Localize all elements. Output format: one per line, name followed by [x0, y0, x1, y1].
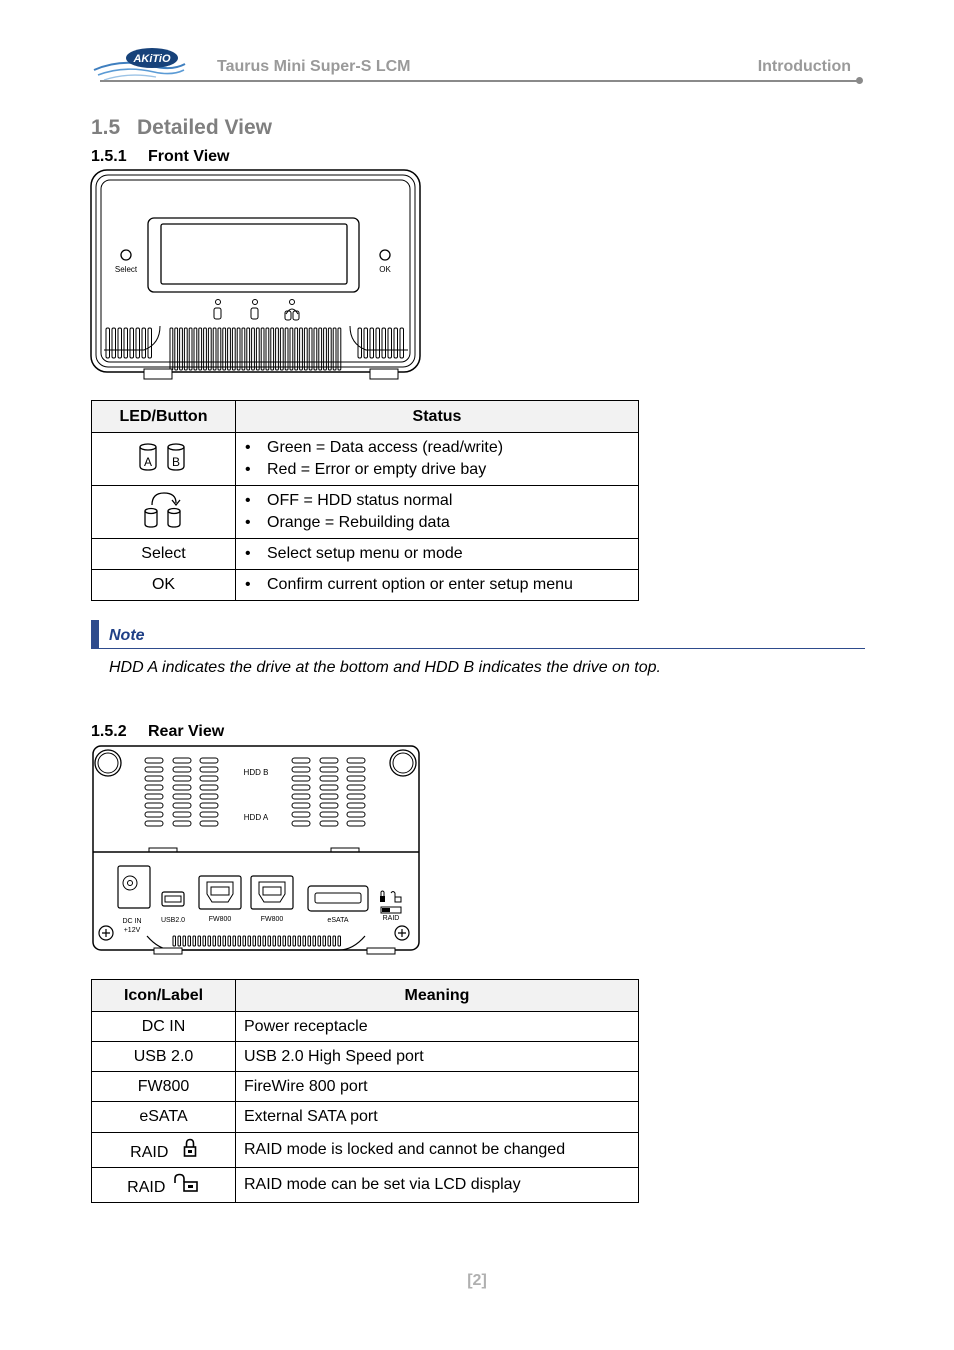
- section-heading: [91, 116, 272, 140]
- list-item: • Confirm current option or enter setup menu: [267, 574, 637, 596]
- raid-label: RAID: [127, 1179, 166, 1196]
- list-item: • Green = Data access (read/write): [267, 437, 637, 459]
- header-rule-dot: [856, 77, 863, 84]
- rear-view-heading: [91, 723, 224, 741]
- table-cell: [92, 1168, 236, 1203]
- svg-text:A: A: [143, 454, 152, 469]
- front-view-title: Front View: [148, 148, 230, 165]
- svg-text:HDD B: HDD B: [243, 768, 269, 777]
- svg-text:FW800: FW800: [208, 916, 232, 923]
- table-row: [92, 1072, 639, 1102]
- svg-text:DC IN: DC IN: [122, 918, 142, 925]
- column-header: Icon/Label: [92, 980, 236, 1012]
- table-row: [92, 433, 639, 486]
- rear-view-number: 1.5.2: [91, 723, 127, 740]
- svg-text:Select: Select: [114, 265, 138, 274]
- raid-label: RAID: [130, 1144, 169, 1161]
- table-row: [92, 1168, 639, 1203]
- list-item: • Orange = Rebuilding data: [267, 512, 637, 534]
- lock-closed-icon: [183, 1138, 197, 1158]
- rear-view-title: Rear View: [148, 723, 225, 740]
- table-cell: Power receptacle: [236, 1012, 639, 1042]
- hdd-a-b-icon: [138, 442, 190, 472]
- table-cell: [92, 1133, 236, 1168]
- table-cell: DC IN: [92, 1012, 236, 1042]
- table-cell: USB 2.0: [92, 1042, 236, 1072]
- svg-text:B: B: [171, 454, 180, 469]
- table-row: [92, 1042, 639, 1072]
- svg-text:USB2.0: USB2.0: [160, 917, 186, 924]
- front-view-number: 1.5.1: [91, 148, 127, 165]
- table-cell: OK: [92, 570, 236, 601]
- rebuild-icon: [140, 491, 188, 529]
- section-title: Detailed View: [137, 116, 273, 139]
- table-cell: USB 2.0 High Speed port: [236, 1042, 639, 1072]
- table-row: [92, 486, 639, 539]
- list-item: • OFF = HDD status normal: [267, 490, 637, 512]
- section-number: 1.5: [91, 116, 121, 139]
- rear-ports-table: [91, 979, 639, 1203]
- column-header: Status: [236, 401, 639, 433]
- table-header-row: [92, 980, 639, 1012]
- table-row: [92, 1102, 639, 1133]
- svg-text:OK: OK: [379, 265, 391, 274]
- front-led-table: [91, 400, 639, 601]
- akitio-logo: [92, 44, 187, 84]
- table-cell: [92, 433, 236, 486]
- front-view-heading: [91, 148, 230, 166]
- svg-text:eSATA: eSATA: [327, 917, 349, 924]
- table-row: [92, 539, 639, 570]
- svg-text:RAID: RAID: [382, 915, 400, 922]
- table-cell: External SATA port: [236, 1102, 639, 1133]
- column-header: LED/Button: [92, 401, 236, 433]
- table-cell: Select: [92, 539, 236, 570]
- svg-text:HDD A: HDD A: [243, 813, 269, 822]
- table-cell: eSATA: [92, 1102, 236, 1133]
- list-item: • Red = Error or empty drive bay: [267, 459, 637, 481]
- note-rule: [99, 648, 865, 649]
- table-cell: [236, 486, 639, 539]
- table-cell: RAID mode can be set via LCD display: [236, 1168, 639, 1203]
- header-rule: [100, 80, 860, 82]
- table-cell: [92, 486, 236, 539]
- table-cell: FireWire 800 port: [236, 1072, 639, 1102]
- rear-view-diagram: [89, 744, 423, 956]
- svg-text:FW800: FW800: [260, 916, 284, 923]
- document-title: Taurus Mini Super-S LCM: [217, 58, 411, 75]
- note-accent-bar: [91, 620, 99, 649]
- note-text: HDD A indicates the drive at the bottom and HDD B indicates the drive on top.: [109, 659, 661, 676]
- header-section-name: Introduction: [757, 58, 851, 75]
- table-row: [92, 1012, 639, 1042]
- table-row: [92, 570, 639, 601]
- column-header: Meaning: [236, 980, 639, 1012]
- lock-open-icon: [172, 1173, 200, 1193]
- svg-text:+12V: +12V: [123, 927, 141, 934]
- table-cell: [236, 433, 639, 486]
- table-row: [92, 1133, 639, 1168]
- svg-text:AKiTiO: AKiTiO: [133, 53, 171, 65]
- note-label: Note: [109, 627, 145, 644]
- table-cell: FW800: [92, 1072, 236, 1102]
- table-cell: [236, 539, 639, 570]
- page-number: [2]: [467, 1272, 487, 1289]
- table-header-row: [92, 401, 639, 433]
- table-cell: [236, 570, 639, 601]
- list-item: • Select setup menu or mode: [267, 543, 637, 565]
- table-cell: RAID mode is locked and cannot be changed: [236, 1133, 639, 1168]
- front-view-diagram: [88, 168, 424, 382]
